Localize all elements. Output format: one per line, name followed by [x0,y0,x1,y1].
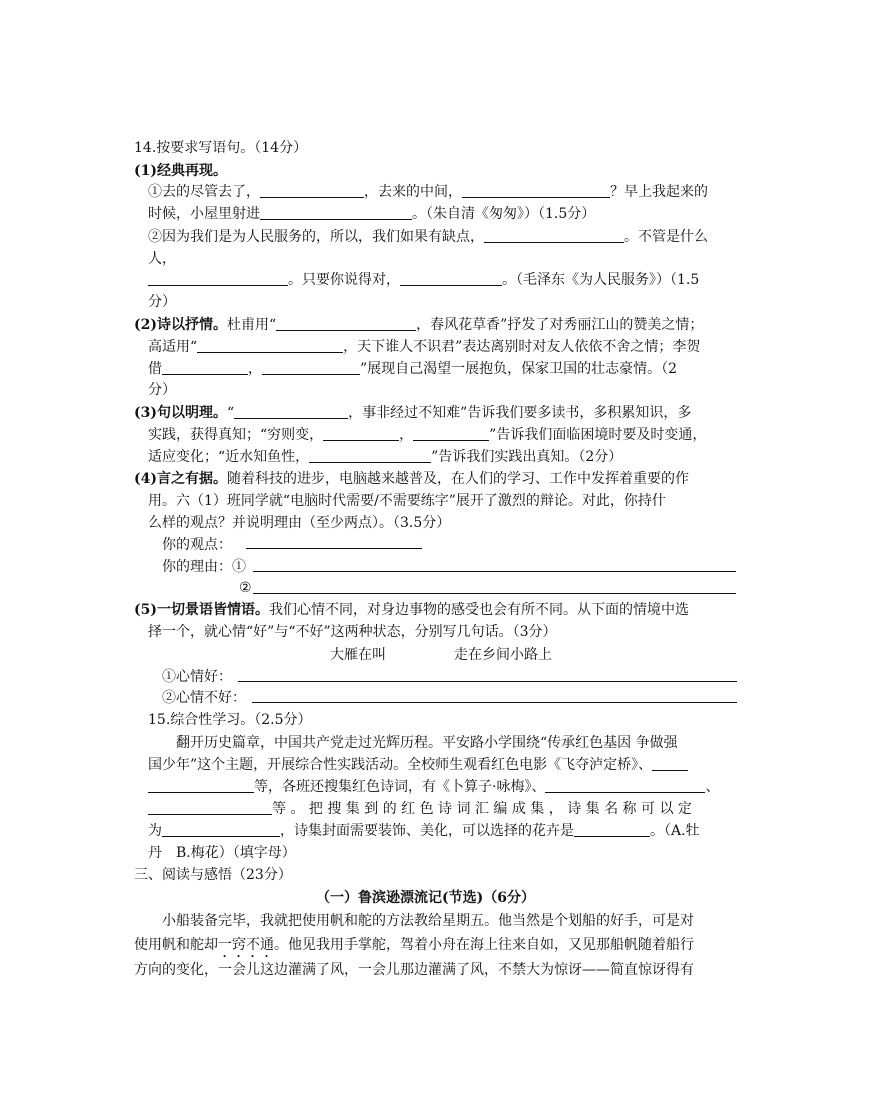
section3-title: 三、阅读与感悟（23分） [134,867,292,883]
q14-part1-line5 [148,270,699,290]
q14-part1-line2 [148,204,595,224]
text: 使用帆和舵却 [134,937,218,953]
q14-part4-label: (4)言之有据。 [134,471,227,487]
scene-option-2: 走在乡间小路上 [454,647,552,663]
q14-part2-line1 [134,315,703,335]
mood-bad-label: ②心情不好： [162,690,246,706]
answer-blank[interactable] [148,777,254,793]
passage-line1: 小船装备完毕，我就把使用帆和舵的方法教给星期五。他当然是个划船的好手，可是对 [162,913,694,929]
text: 为 [148,823,162,839]
q15-line5 [148,821,700,841]
text: ， [399,427,414,443]
q14-part2-line2 [148,337,700,357]
text: 随着科技的进步，电脑越来越普及，在人们的学习、工作中发挥着重要的作 [227,471,689,487]
q14-part5-line2: 择一个，就心情“好”与“不好”这两种状态，分别写几句话。（3分） [148,624,557,640]
q15-title: 15.综合性学习。（2.5分） [148,712,312,728]
q14-part1-line4: 人， [148,251,176,267]
answer-blank[interactable] [162,821,280,837]
text: 实践，获得真知；“穷则变， [148,427,324,443]
passage-line3: 方向的变化，一会儿这边灌满了风，一会儿那边灌满了风，不禁大为惊讶——简直惊讶得有 [134,962,694,978]
q14-part4-line3: 么样的观点？并说明理由（至少两点）。（3.5分） [148,515,451,531]
passage-line2 [134,935,694,961]
text: 等，各班还搜集红色诗词，有《卜算子·咏梅》、 [254,779,546,795]
answer-blank[interactable] [162,359,248,375]
text: 杜甫用“ [227,317,277,333]
answer-blank[interactable] [400,270,502,286]
text: ，事非经过不知难”告诉我们要多读书，多积累知识，多 [348,405,692,421]
text: ，去来的中间， [364,184,462,200]
text: 适应变化；“近水知鱼性， [148,449,310,465]
text: 。不管是什么 [624,229,708,245]
q14-part4-line2: 用。六（1）班同学就“电脑时代需要/不需要练字”展开了激烈的辩论。对此，你持什 [148,493,666,509]
q14-part5-label: (5)一切景语皆情语。 [134,602,269,618]
q14-part2-line3 [148,359,677,379]
q14-part4-reason2: ② [239,580,252,596]
text: 国少年”这个主题，开展综合性实践活动。全校师生观看红色电影《飞夺泸定桥》、 [148,757,653,773]
q14-title: 14.按要求写语句。（14分） [134,140,308,156]
answer-blank[interactable] [262,359,360,375]
text: ”告诉我们实践出真知。（2分） [431,449,623,465]
answer-blank[interactable] [652,755,688,771]
mood-good-line[interactable] [238,681,737,682]
q14-part3-line3 [148,447,622,467]
text: 我们心情不同，对身边事物的感受也会有所不同。从下面的情境中选 [269,602,689,618]
dotted-phrase: 一窍不通 [218,937,274,953]
q15-line4 [148,799,692,819]
scene-option-1: 大雁在叫 [330,647,386,663]
answer-blank[interactable] [234,403,348,419]
text: ，春风花草香”抒发了对秀丽江山的赞美之情； [416,317,704,333]
text: ”告诉我们面临困境时要及时变通， [489,427,707,443]
q15-line3 [148,777,719,797]
answer-blank[interactable] [148,270,288,286]
text: “ [227,405,235,421]
text: ”展现自己渴望一展抱负，保家卫国的壮志豪情。（2 [360,361,678,377]
answer-blank[interactable] [276,315,416,331]
text: 。（A.牡 [650,823,700,839]
answer-blank[interactable] [545,777,705,793]
answer-blank[interactable] [462,182,610,198]
q14-part1-line1 [148,182,708,202]
answer-blank[interactable] [309,447,431,463]
q14-part2-line4: 分） [148,382,176,398]
answer-blank[interactable] [413,425,489,441]
text: ？早上我起来的 [610,184,708,200]
q15-line2 [148,755,688,775]
q14-part1-line6: 分） [148,294,176,310]
text: 借 [148,361,162,377]
text: 你的观点： [162,537,232,553]
q14-part4-line1 [134,469,689,489]
q14-part2-label: (2)诗以抒情。 [134,317,227,333]
q14-part3-line2 [148,425,706,445]
q15-line1: 翻开历史篇章，中国共产党走过光辉历程。平安路小学围绕“传承红色基因 争做强 [176,735,678,751]
mood-bad-line[interactable] [252,702,737,703]
answer-blank[interactable] [260,182,364,198]
q14-part1-label: (1)经典再现。 [134,163,227,179]
text: 时候，小屋里射进 [148,206,260,222]
text: ，天下谁人不识君”表达离别时对友人依依不舍之情；李贺 [343,339,701,355]
text: 、 [705,779,720,795]
reason1-answer-line[interactable] [253,571,736,572]
q14-part3-label: (3)句以明理。 [134,405,227,421]
answer-blank[interactable] [323,425,399,441]
answer-blank[interactable] [574,821,650,837]
text: 。他见我用手掌舵，驾着小舟在海上往来自如，又见那船帆随着船行 [274,937,694,953]
reason2-answer-line[interactable] [253,593,736,594]
passage-title: （一）鲁滨逊漂流记(节选)（6分） [316,890,535,906]
text: ①去的尽管去了， [148,184,260,200]
q14-part1-line3 [148,227,708,247]
q14-part3-line1 [134,403,691,423]
answer-blank[interactable] [484,227,624,243]
q14-part4-view [162,535,232,555]
answer-blank[interactable] [148,799,272,815]
text: 等 。 把 搜 集 到 的 红 色 诗 词 汇 编 成 集 ， 诗 集 名 称 可 以 定 [272,801,692,817]
mood-good-label: ①心情好： [162,669,232,685]
text: 。只要你说得对， [288,272,400,288]
text: 。（朱自清《匆匆》）（1.5分） [412,206,596,222]
answer-blank[interactable] [197,337,343,353]
text: 高适用“ [148,339,198,355]
view-answer-line[interactable] [246,548,422,549]
text: ②因为我们是为人民服务的，所以，我们如果有缺点， [148,229,484,245]
q14-part4-reason: 你的理由：① [162,559,246,575]
text: 。（毛泽东《为人民服务》）（1.5 [502,272,700,288]
text: ， [248,361,262,377]
q15-line6: 丹 B.梅花）（填字母） [148,845,296,861]
q14-part5-line1 [134,600,689,620]
answer-blank[interactable] [260,204,412,220]
text: ，诗集封面需要装饰、美化，可以选择的花卉是 [280,823,574,839]
